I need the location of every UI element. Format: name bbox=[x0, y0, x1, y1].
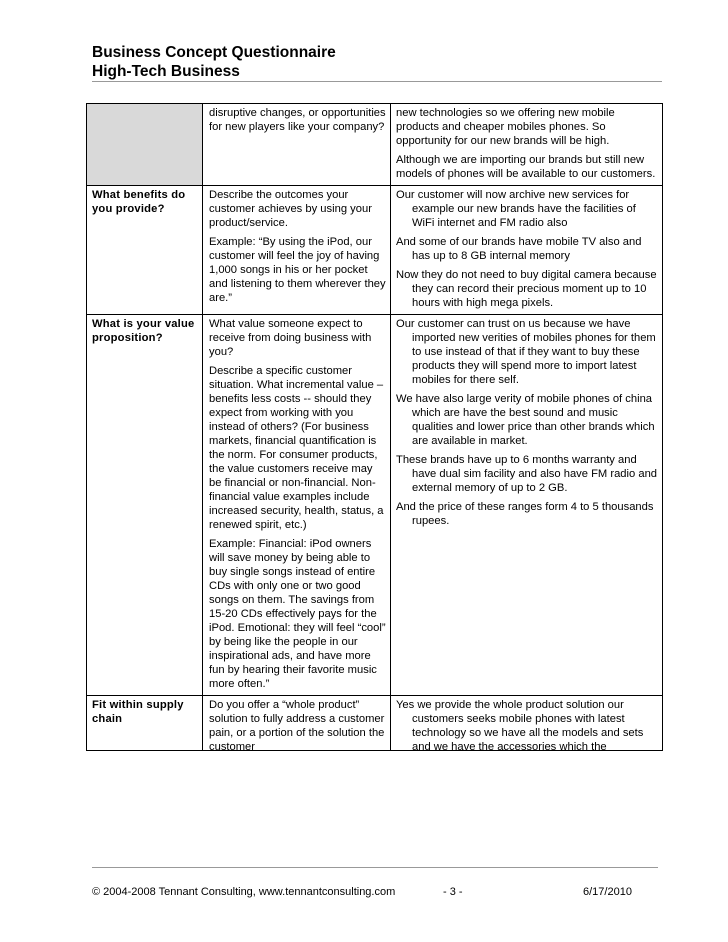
guidance-text: Example: Financial: iPod owners will save money by being able to buy single songs instead of entire CDs with only one or two good songs on them. The savings from 15-20 CDs effectively pays for the iPod. Emotional: they will feel “cool” by being like the people in our inspirational ads, and have more fun by hearing their favorite music more often.” bbox=[209, 538, 386, 690]
answer-cell bbox=[391, 186, 663, 315]
guidance-cell bbox=[203, 315, 391, 696]
answer-text: Yes we provide the whole product solution our customers seeks mobile phones with latest technology so we have all the models and sets and we have the accessories which the bbox=[396, 699, 644, 753]
guidance-text: disruptive changes, or opportunities for new players like your company? bbox=[209, 107, 386, 133]
guidance-text: Example: “By using the iPod, our customer will feel the joy of having 1,000 songs in his or her pocket and listening to them wherever they are.” bbox=[209, 236, 386, 304]
guidance-cell bbox=[203, 186, 391, 315]
question-cell bbox=[87, 696, 203, 751]
answer-text: Although we are importing our brands but still new models of phones will be available to our customers. bbox=[396, 154, 656, 180]
header-divider bbox=[92, 81, 662, 82]
answer-text: Our customer will now archive new services for example our new brands have the facilities of WiFi internet and FM radio also bbox=[396, 189, 636, 229]
footer-divider bbox=[92, 867, 658, 868]
question-cell bbox=[87, 315, 203, 696]
answer-text: We have also large verity of mobile phones of china which are have the best sound and music qualities and lower price than other brands which are available in market. bbox=[396, 393, 655, 447]
guidance-text: Describe a specific customer situation. What incremental value – benefits less costs -- should they expect from working with you instead of others? (For business markets, financial quantification is the norm. For consumer products, the value customers receive may be financial or non-financial. Non-financial value examples include increased security, health, status, a renewed spirit, etc.) bbox=[209, 365, 384, 531]
question-cell bbox=[87, 186, 203, 315]
document-subtitle: High-Tech Business bbox=[92, 63, 240, 80]
question-label: What is your value proposition? bbox=[92, 318, 195, 344]
guidance-text: Do you offer a “whole product” solution to fully address a customer pain, or a portion of the solution the customer bbox=[209, 699, 385, 753]
answer-cell bbox=[391, 696, 663, 751]
guidance-cell bbox=[203, 696, 391, 751]
table-row bbox=[87, 104, 663, 186]
question-label: What benefits do you provide? bbox=[92, 189, 186, 215]
guidance-cell bbox=[203, 104, 391, 186]
page-header bbox=[92, 43, 662, 81]
questionnaire-table bbox=[86, 103, 663, 751]
answer-text: These brands have up to 6 months warranty and have dual sim facility and also have FM radio and external memory of up to 2 GB. bbox=[396, 454, 658, 494]
answer-cell bbox=[391, 104, 663, 186]
table-row bbox=[87, 186, 663, 315]
table-row bbox=[87, 696, 663, 751]
question-label: Fit within supply chain bbox=[92, 699, 184, 725]
answer-cell bbox=[391, 315, 663, 696]
answer-text: Now they do not need to buy digital camera because they can record their precious moment up to 10 hours with high mega pixels. bbox=[396, 269, 657, 309]
guidance-text: What value someone expect to receive from doing business with you? bbox=[209, 318, 372, 358]
footer-date: 6/17/2010 bbox=[583, 886, 632, 898]
footer-page-number: - 3 - bbox=[443, 886, 463, 898]
guidance-text: Describe the outcomes your customer achieves by using your product/service. bbox=[209, 189, 372, 229]
table-row bbox=[87, 315, 663, 696]
answer-text: new technologies so we offering new mobile products and cheaper mobiles phones. So opportunity for our new brands will be high. bbox=[396, 107, 615, 147]
document-title: Business Concept Questionnaire bbox=[92, 44, 336, 61]
question-cell bbox=[87, 104, 203, 186]
footer-copyright: © 2004-2008 Tennant Consulting, www.tennantconsulting.com bbox=[92, 886, 396, 898]
answer-text: And the price of these ranges form 4 to 5 thousands rupees. bbox=[396, 501, 654, 527]
answer-text: And some of our brands have mobile TV also and has up to 8 GB internal memory bbox=[396, 236, 642, 262]
answer-text: Our customer can trust on us because we have imported new verities of mobiles phones for them to use instead of that if they want to buy these products they will spend more to import latest mobiles for there self. bbox=[396, 318, 656, 386]
